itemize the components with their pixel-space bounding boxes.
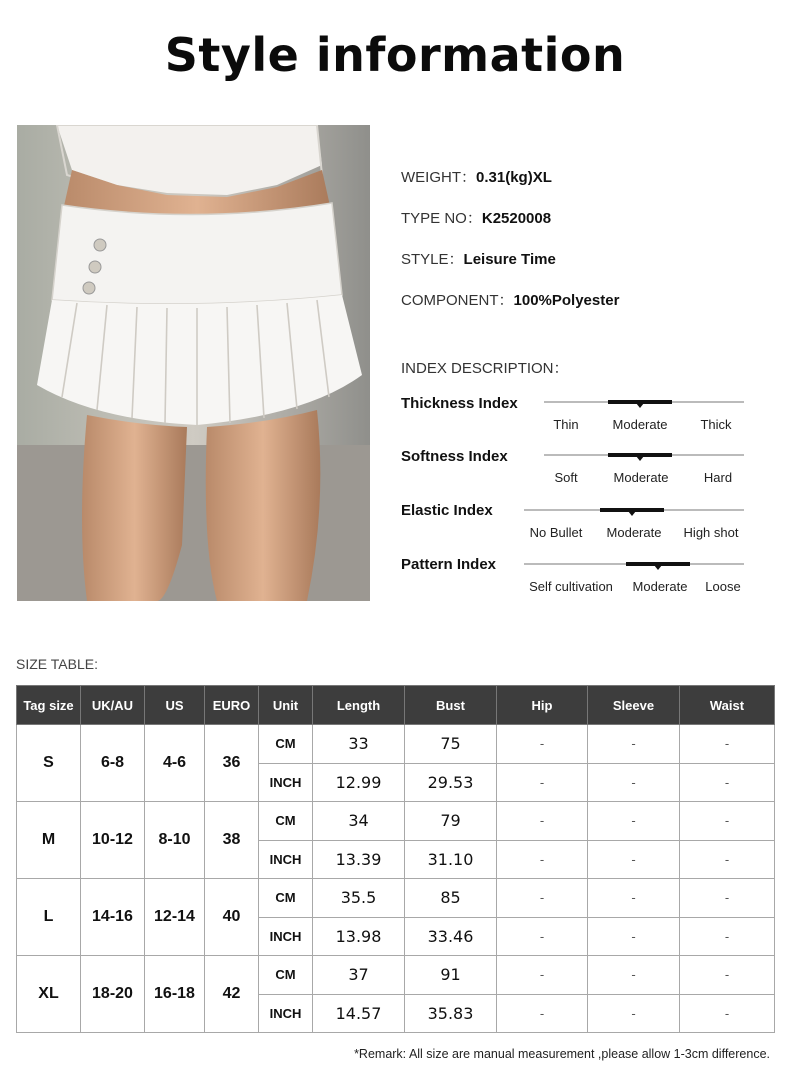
unit-cell: CM bbox=[259, 956, 313, 995]
info-label: COMPONENT： bbox=[401, 292, 514, 309]
index-option: Loose bbox=[705, 579, 741, 594]
index-description-title: INDEX DESCRIPTION： bbox=[401, 360, 569, 377]
sleeve-cell: - bbox=[588, 725, 680, 764]
index-option: Soft bbox=[554, 470, 578, 485]
product-info bbox=[401, 166, 619, 330]
hip-cell: - bbox=[497, 994, 588, 1033]
index-option-selected: Moderate bbox=[606, 525, 662, 540]
info-value: 0.31(kg)XL bbox=[476, 169, 552, 186]
length-cell: 13.98 bbox=[313, 917, 405, 956]
header-us: US bbox=[145, 686, 205, 725]
info-weight bbox=[401, 166, 619, 207]
uk-au-cell: 14-16 bbox=[81, 879, 145, 956]
us-cell: 12-14 bbox=[145, 879, 205, 956]
info-value: K2520008 bbox=[481, 210, 552, 227]
index-marker-icon bbox=[636, 403, 644, 408]
thickness-index bbox=[401, 395, 761, 445]
product-photo bbox=[17, 125, 370, 601]
uk-au-cell: 6-8 bbox=[81, 725, 145, 802]
size-table bbox=[16, 685, 775, 1033]
index-name: Pattern Index bbox=[401, 556, 497, 573]
length-cell: 34 bbox=[313, 802, 405, 841]
header-sleeve: Sleeve bbox=[588, 686, 680, 725]
header-tag-size: Tag size bbox=[17, 686, 81, 725]
info-style bbox=[401, 248, 619, 289]
tag-size-cell: S bbox=[17, 725, 81, 802]
length-cell: 12.99 bbox=[313, 763, 405, 802]
hip-cell: - bbox=[497, 840, 588, 879]
index-marker-icon bbox=[654, 565, 662, 570]
hip-cell: - bbox=[497, 802, 588, 841]
index-option: High shot bbox=[683, 525, 739, 540]
sleeve-cell: - bbox=[588, 879, 680, 918]
header-bust: Bust bbox=[405, 686, 497, 725]
bust-cell: 31.10 bbox=[405, 840, 497, 879]
size-table-header bbox=[17, 686, 775, 725]
bust-cell: 35.83 bbox=[405, 994, 497, 1033]
table-row bbox=[17, 879, 775, 918]
hip-cell: - bbox=[497, 956, 588, 995]
elastic-index bbox=[401, 502, 761, 552]
hip-cell: - bbox=[497, 725, 588, 764]
index-name: Softness Index bbox=[401, 448, 508, 465]
bust-cell: 85 bbox=[405, 879, 497, 918]
us-cell: 16-18 bbox=[145, 956, 205, 1033]
length-cell: 33 bbox=[313, 725, 405, 764]
unit-cell: CM bbox=[259, 725, 313, 764]
page-title: Style information bbox=[164, 28, 626, 82]
pattern-index bbox=[401, 556, 761, 606]
euro-cell: 36 bbox=[205, 725, 259, 802]
info-value: Leisure Time bbox=[463, 251, 556, 268]
bust-cell: 91 bbox=[405, 956, 497, 995]
table-row bbox=[17, 956, 775, 995]
index-marker-icon bbox=[636, 456, 644, 461]
unit-cell: INCH bbox=[259, 994, 313, 1033]
unit-cell: INCH bbox=[259, 763, 313, 802]
length-cell: 37 bbox=[313, 956, 405, 995]
table-row bbox=[17, 725, 775, 764]
us-cell: 8-10 bbox=[145, 802, 205, 879]
info-type-no bbox=[401, 207, 619, 248]
sleeve-cell: - bbox=[588, 802, 680, 841]
sleeve-cell: - bbox=[588, 956, 680, 995]
index-option: Thick bbox=[700, 417, 732, 432]
sleeve-cell: - bbox=[588, 840, 680, 879]
index-option-selected: Moderate bbox=[612, 417, 668, 432]
sleeve-cell: - bbox=[588, 994, 680, 1033]
index-name: Thickness Index bbox=[401, 395, 518, 412]
tag-size-cell: XL bbox=[17, 956, 81, 1033]
unit-cell: INCH bbox=[259, 917, 313, 956]
waist-cell: - bbox=[680, 802, 775, 841]
length-cell: 35.5 bbox=[313, 879, 405, 918]
info-value: 100%Polyester bbox=[513, 292, 620, 309]
sleeve-cell: - bbox=[588, 917, 680, 956]
header-uk-au: UK/AU bbox=[81, 686, 145, 725]
index-option-selected: Moderate bbox=[632, 579, 688, 594]
euro-cell: 42 bbox=[205, 956, 259, 1033]
unit-cell: CM bbox=[259, 879, 313, 918]
waist-cell: - bbox=[680, 994, 775, 1033]
header-length: Length bbox=[313, 686, 405, 725]
table-row bbox=[17, 802, 775, 841]
header-euro: EURO bbox=[205, 686, 259, 725]
index-option: Hard bbox=[703, 470, 733, 485]
skirt-photo-illustration bbox=[17, 125, 370, 601]
uk-au-cell: 10-12 bbox=[81, 802, 145, 879]
sleeve-cell: - bbox=[588, 763, 680, 802]
header-hip: Hip bbox=[497, 686, 588, 725]
bust-cell: 75 bbox=[405, 725, 497, 764]
waist-cell: - bbox=[680, 917, 775, 956]
euro-cell: 38 bbox=[205, 802, 259, 879]
bust-cell: 29.53 bbox=[405, 763, 497, 802]
length-cell: 13.39 bbox=[313, 840, 405, 879]
info-label: TYPE NO： bbox=[401, 210, 482, 227]
info-label: WEIGHT： bbox=[401, 169, 476, 186]
index-marker-icon bbox=[628, 511, 636, 516]
waist-cell: - bbox=[680, 725, 775, 764]
unit-cell: INCH bbox=[259, 840, 313, 879]
size-table-title: SIZE TABLE: bbox=[16, 656, 98, 672]
info-label: STYLE： bbox=[401, 251, 464, 268]
remark-note: *Remark: All size are manual measurement ,please allow 1-3cm difference. bbox=[354, 1047, 770, 1061]
index-option-selected: Moderate bbox=[613, 470, 669, 485]
hip-cell: - bbox=[497, 879, 588, 918]
index-option: No Bullet bbox=[529, 525, 583, 540]
hip-cell: - bbox=[497, 763, 588, 802]
bust-cell: 79 bbox=[405, 802, 497, 841]
waist-cell: - bbox=[680, 840, 775, 879]
index-option: Thin bbox=[553, 417, 579, 432]
index-name: Elastic Index bbox=[401, 502, 493, 519]
tag-size-cell: L bbox=[17, 879, 81, 956]
header-unit: Unit bbox=[259, 686, 313, 725]
tag-size-cell: M bbox=[17, 802, 81, 879]
index-option: Self cultivation bbox=[529, 579, 613, 594]
us-cell: 4-6 bbox=[145, 725, 205, 802]
waist-cell: - bbox=[680, 956, 775, 995]
uk-au-cell: 18-20 bbox=[81, 956, 145, 1033]
waist-cell: - bbox=[680, 763, 775, 802]
bust-cell: 33.46 bbox=[405, 917, 497, 956]
info-component bbox=[401, 289, 619, 330]
euro-cell: 40 bbox=[205, 879, 259, 956]
unit-cell: CM bbox=[259, 802, 313, 841]
waist-cell: - bbox=[680, 879, 775, 918]
header-waist: Waist bbox=[680, 686, 775, 725]
length-cell: 14.57 bbox=[313, 994, 405, 1033]
hip-cell: - bbox=[497, 917, 588, 956]
softness-index bbox=[401, 448, 761, 498]
